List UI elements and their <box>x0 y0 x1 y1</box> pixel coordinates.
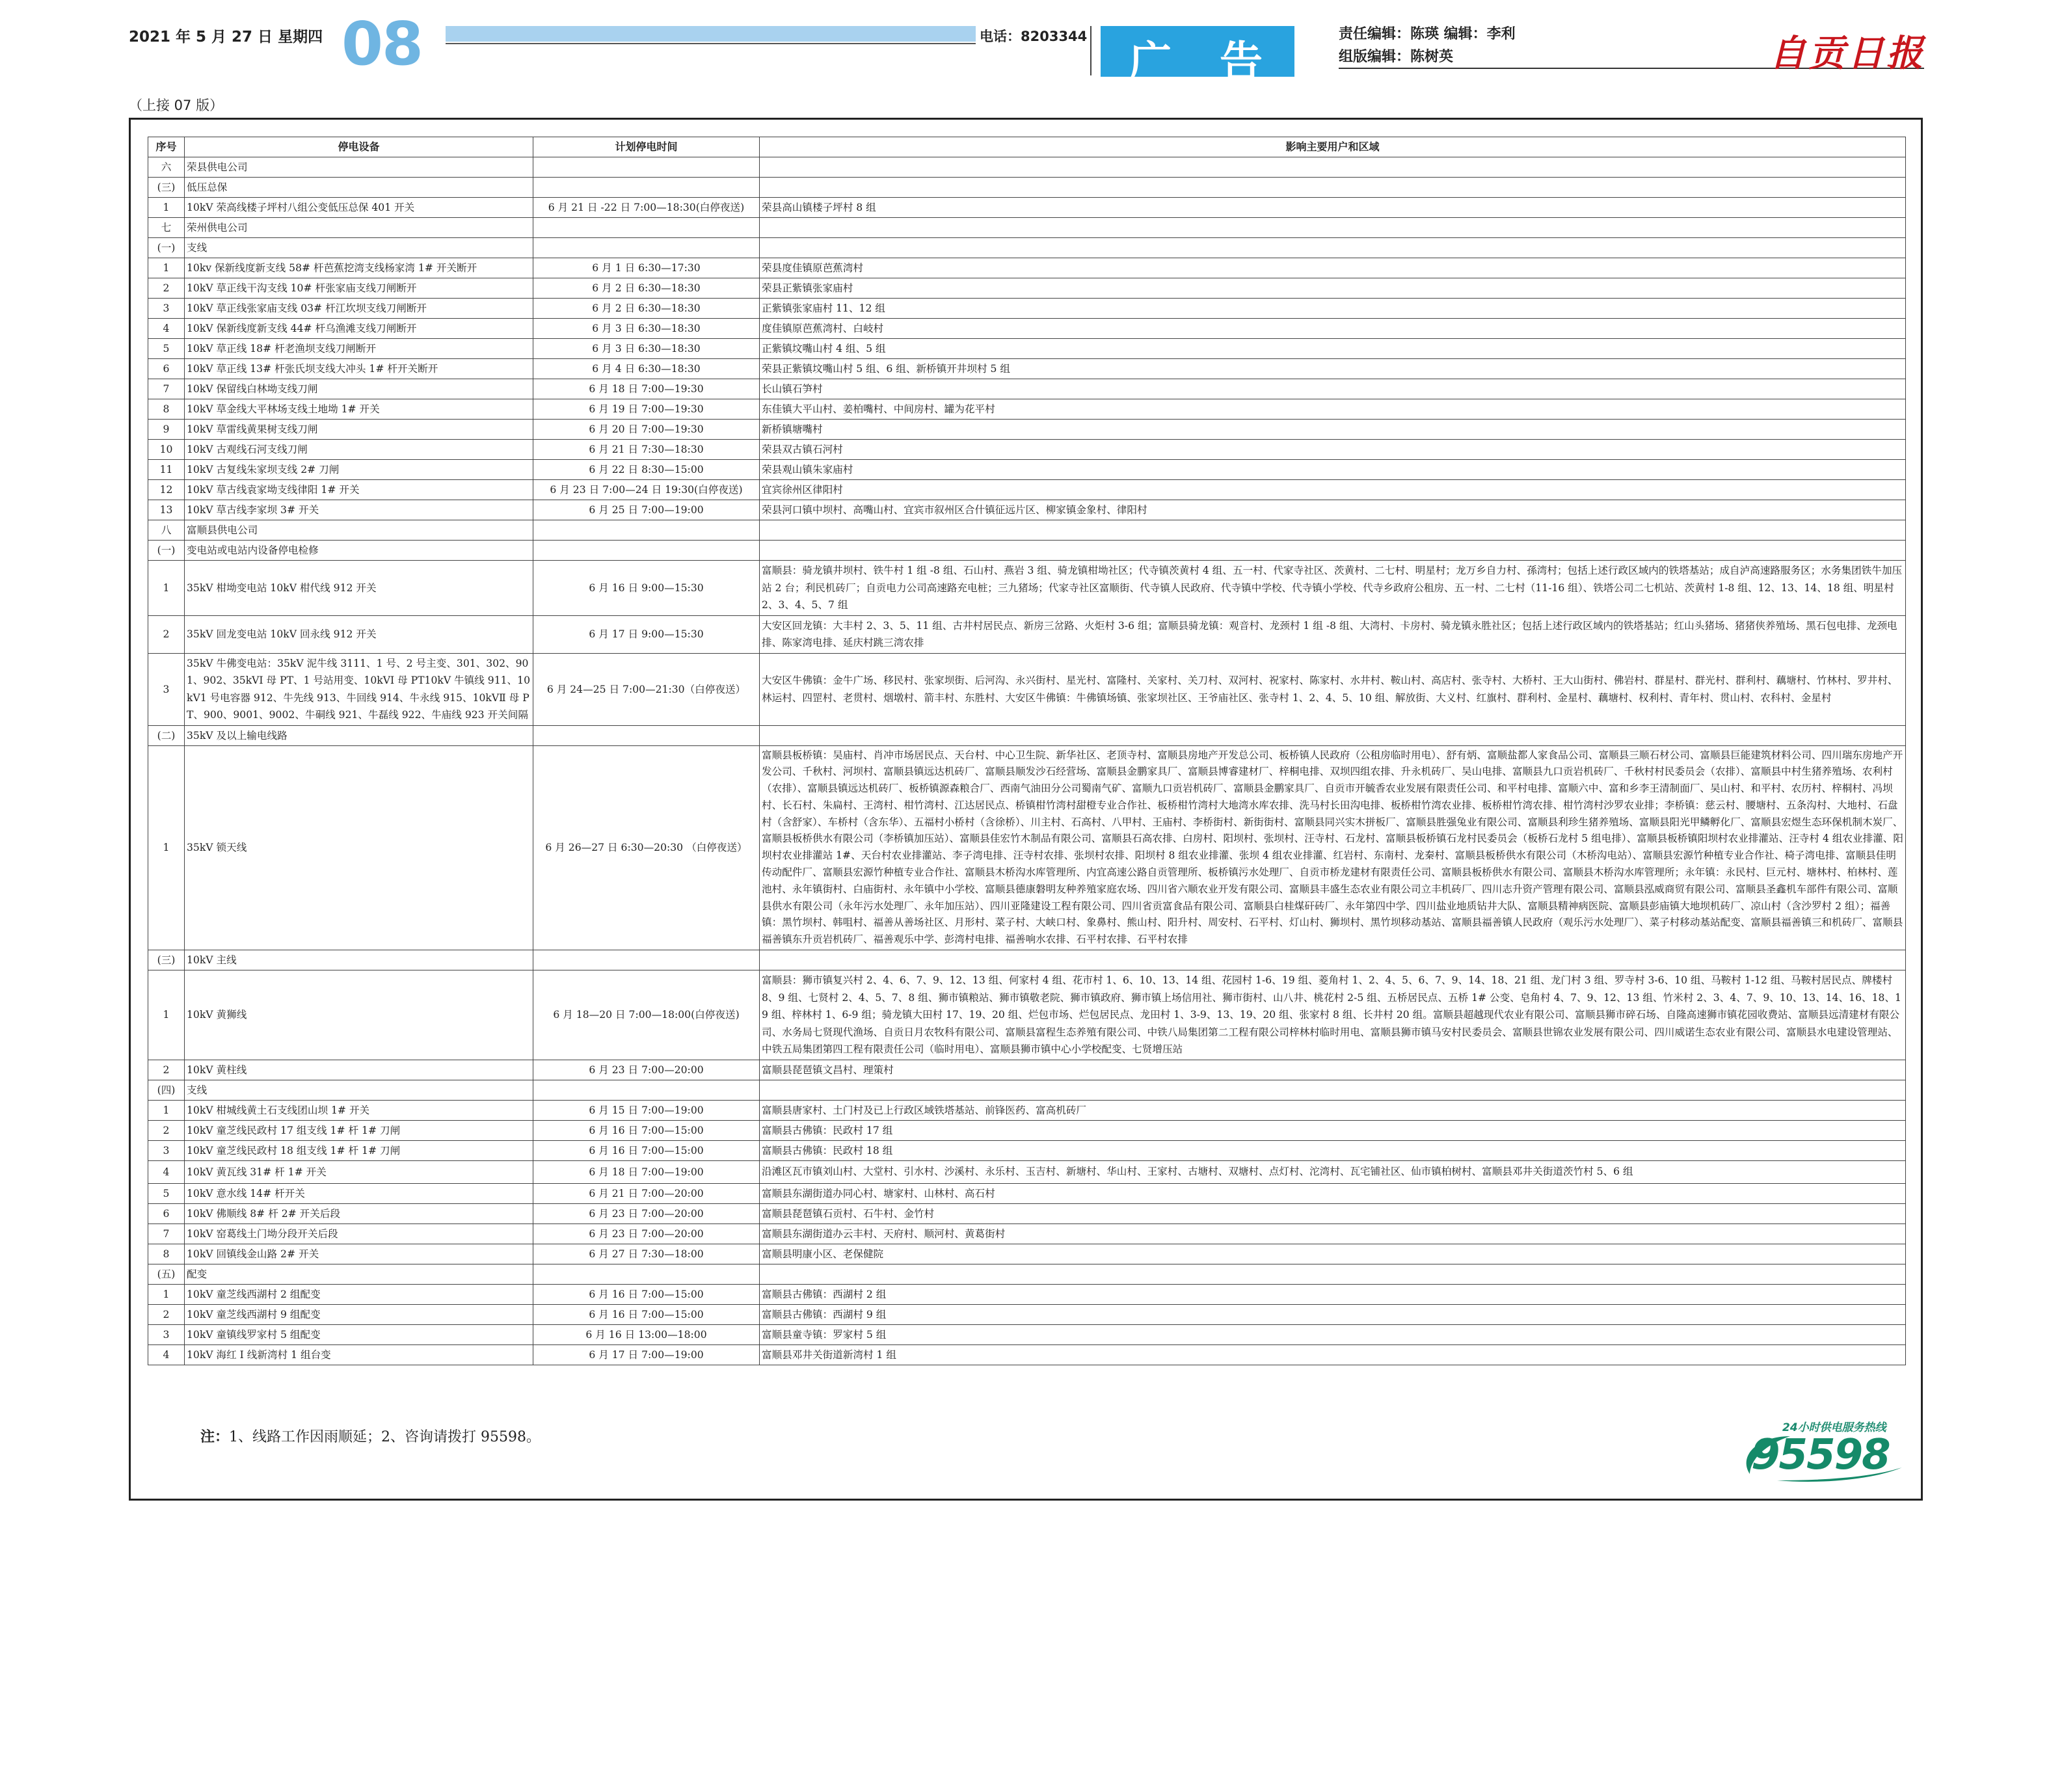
cell-time: 6 月 18—20 日 7:00—18:00(白停夜送) <box>533 970 760 1060</box>
cell-device: 10kV 草正线 18# 杆老渔坝支线刀闸断开 <box>185 339 533 359</box>
cell-time: 6 月 26—27 日 6:30—20:30 （白停夜送） <box>533 745 760 950</box>
phone-number: 电话：8203344 <box>976 26 1091 46</box>
table-row <box>148 520 1906 541</box>
cell-area: 荣县正紫镇坟嘴山村 5 组、6 组、新桥镇开井坝村 5 组 <box>760 359 1906 379</box>
cell-time: 6 月 21 日 -22 日 7:00—18:30(白停夜送) <box>533 198 760 218</box>
table-row <box>148 653 1906 725</box>
cell-time: 6 月 15 日 7:00—19:00 <box>533 1100 760 1120</box>
cell-time <box>533 725 760 745</box>
cell-device: 35kV 及以上输电线路 <box>185 725 533 745</box>
table-row <box>148 399 1906 420</box>
cell-no: 1 <box>148 198 185 218</box>
cell-no: 9 <box>148 420 185 440</box>
cell-time <box>533 1264 760 1284</box>
cell-time: 6 月 16 日 7:00—15:00 <box>533 1304 760 1324</box>
cell-no: 4 <box>148 1160 185 1183</box>
cell-no: 5 <box>148 1183 185 1203</box>
cell-area: 富顺县古佛镇：西湖村 2 组 <box>760 1284 1906 1304</box>
cell-time: 6 月 18 日 7:00—19:30 <box>533 379 760 399</box>
cell-device: 10kv 保新线度新支线 58# 杆芭蕉挖湾支线杨家湾 1# 开关断开 <box>185 258 533 278</box>
cell-area: 富顺县琵琶镇石贡村、石牛村、金竹村 <box>760 1203 1906 1224</box>
cell-no: 6 <box>148 1203 185 1224</box>
table-row <box>148 480 1906 500</box>
table-row <box>148 1264 1906 1284</box>
table-row <box>148 299 1906 319</box>
table-row <box>148 178 1906 198</box>
cell-no: 七 <box>148 218 185 238</box>
cell-time: 6 月 1 日 6:30—17:30 <box>533 258 760 278</box>
cell-no: 2 <box>148 615 185 653</box>
cell-time: 6 月 23 日 7:00—20:00 <box>533 1224 760 1244</box>
header-area: 影响主要用户和区域 <box>760 137 1906 157</box>
cell-time: 6 月 2 日 6:30—18:30 <box>533 299 760 319</box>
newspaper-logo: 自贡日报 <box>1769 32 1925 75</box>
cell-time <box>533 157 760 178</box>
table-row <box>148 278 1906 299</box>
cell-area: 东佳镇大平山村、姜柏嘴村、中间房村、罐为花平村 <box>760 399 1906 420</box>
header-time: 计划停电时间 <box>533 137 760 157</box>
cell-time <box>533 950 760 970</box>
cell-area: 富顺县：骑龙镇井坝村、铁牛村 1 组 -8 组、石山村、燕岩 3 组、骑龙镇柑坳社区；代寺镇茨黄村 4 组、五一村、代家寺社区、茨黄村、二七村、明星村；龙万乡自力村、孫湾村；包括上述行政区域内的铁塔基站；成自泸高速路服务区；水务集团铁牛加压站 2 台；利民机砖厂；自贡电力公司高速路充电桩；三九猪场；代家寺社区富顺街、代寺镇人民政府、代寺镇中学校、代寺镇小学校、代寺乡政府公租房、五一村、二七村（11-16 组）、铁塔公司二七机站、茨黄村 1-8 组、12、13、14、18 组、明星村 2、3、4、5、7 组 <box>760 561 1906 616</box>
cell-device: 10kV 黄狮线 <box>185 970 533 1060</box>
cell-area: 富顺县琵琶镇文昌村、理策村 <box>760 1060 1906 1080</box>
cell-device: 10kV 佛顺线 8# 杆 2# 开关后段 <box>185 1203 533 1224</box>
cell-no: 2 <box>148 1304 185 1324</box>
table-row <box>148 379 1906 399</box>
cell-device: 支线 <box>185 238 533 258</box>
cell-time: 6 月 3 日 6:30—18:30 <box>533 339 760 359</box>
cell-device: 35kV 回龙变电站 10kV 回永线 912 开关 <box>185 615 533 653</box>
table-row <box>148 1140 1906 1160</box>
cell-area: 荣县正紫镇张家庙村 <box>760 278 1906 299</box>
cell-device: 35kV 牛佛变电站：35kV 泥牛线 3111、1 号、2 号主变、301、302、901、902、35kVI 母 PT、1 号站用变、10kVI 母 PT10kV 牛镇线 911、10kV1 号电容器 912、牛先线 913、牛回线 914、牛永线 915、10kVⅡ 母 PT、900、9001、9002、牛硐线 921、牛磊线 922、牛庙线 923 开关间隔 <box>185 653 533 725</box>
cell-time: 6 月 16 日 7:00—15:00 <box>533 1120 760 1140</box>
cell-time: 6 月 19 日 7:00—19:30 <box>533 399 760 420</box>
cell-no: 7 <box>148 1224 185 1244</box>
table-row <box>148 1284 1906 1304</box>
cell-time: 6 月 23 日 7:00—24 日 19:30(白停夜送) <box>533 480 760 500</box>
cell-no: 10 <box>148 440 185 460</box>
table-row <box>148 1120 1906 1140</box>
cell-no: 6 <box>148 359 185 379</box>
cell-area: 长山镇石笋村 <box>760 379 1906 399</box>
cell-time <box>533 1080 760 1100</box>
cell-no: 1 <box>148 561 185 616</box>
cell-no: 六 <box>148 157 185 178</box>
cell-device: 10kV 草古线李家坝 3# 开关 <box>185 500 533 520</box>
cell-device: 荣州供电公司 <box>185 218 533 238</box>
cell-no: 1 <box>148 258 185 278</box>
cell-area <box>760 1264 1906 1284</box>
cell-no: 7 <box>148 379 185 399</box>
cell-no: 12 <box>148 480 185 500</box>
cell-time: 6 月 22 日 8:30—15:00 <box>533 460 760 480</box>
section-title-char-2: 告 <box>1220 37 1263 87</box>
cell-time: 6 月 23 日 7:00—20:00 <box>533 1060 760 1080</box>
table-row <box>148 725 1906 745</box>
cell-no: (四) <box>148 1080 185 1100</box>
cell-no: 1 <box>148 1100 185 1120</box>
table-row <box>148 1224 1906 1244</box>
table-row <box>148 745 1906 950</box>
cell-no: 4 <box>148 319 185 339</box>
cell-device: 10kV 荣高线楼子坪村八组公变低压总保 401 开关 <box>185 198 533 218</box>
table-row <box>148 1203 1906 1224</box>
table-row <box>148 218 1906 238</box>
table-row <box>148 950 1906 970</box>
cell-no: (三) <box>148 950 185 970</box>
footnote-text: 1、线路工作因雨顺延；2、咨询请拨打 95598。 <box>229 1429 541 1445</box>
cell-area: 荣县度佳镇原芭蕉湾村 <box>760 258 1906 278</box>
table-row <box>148 500 1906 520</box>
table-row <box>148 1183 1906 1203</box>
footnote-label: 注： <box>200 1428 230 1445</box>
cell-device: 10kV 草雷线黄果树支线刀闸 <box>185 420 533 440</box>
cell-time: 6 月 4 日 6:30—18:30 <box>533 359 760 379</box>
cell-device: 10kV 古复线朱家坝支线 2# 刀闸 <box>185 460 533 480</box>
cell-area: 荣县双古镇石河村 <box>760 440 1906 460</box>
cell-device: 10kV 保新线度新支线 44# 杆乌渔滩支线刀闸断开 <box>185 319 533 339</box>
cell-device: 10kV 童芝线西湖村 2 组配变 <box>185 1284 533 1304</box>
header-no: 序号 <box>148 137 185 157</box>
editors-line-1: 责任编辑：陈瑛 编辑：李利 <box>1339 26 1516 42</box>
cell-device: 10kV 主线 <box>185 950 533 970</box>
cell-device: 变电站或电站内设备停电检修 <box>185 541 533 561</box>
cell-device: 10kV 草正线 13# 杆张氏坝支线大冲头 1# 杆开关断开 <box>185 359 533 379</box>
footnote <box>200 1426 541 1446</box>
cell-no: 1 <box>148 1284 185 1304</box>
cell-no: (一) <box>148 541 185 561</box>
cell-time: 6 月 27 日 7:30—18:00 <box>533 1244 760 1264</box>
table-row <box>148 1304 1906 1324</box>
cell-no: 5 <box>148 339 185 359</box>
cell-area: 大安区牛佛镇：金牛广场、移民村、张家坝街、后河沟、永兴街村、星光村、富隆村、关家村、关刀村、双河村、祝家村、陈家村、水井村、鞍山村、高店村、张寺村、大桥村、王大山街村、佛岩村、群星村、群光村、群利村、藕塘村、竹林村、罗井村、林运村、四罡村、老贯村、烟墩村、箭丰村、东胜村、大安区牛佛镇：牛佛镇场镇、张家坝社区、王爷庙社区、张寺村 1、2、4、5、10 组、解放街、大义村、红旗村、群利村、金星村、藕塘村、权利村、青年村、贯山村、农科村、金星村 <box>760 653 1906 725</box>
cell-area <box>760 218 1906 238</box>
cell-time <box>533 520 760 541</box>
cell-no: 8 <box>148 399 185 420</box>
outage-table <box>148 137 1906 1365</box>
cell-time: 6 月 17 日 9:00—15:30 <box>533 615 760 653</box>
cell-no: 1 <box>148 745 185 950</box>
cell-no: 8 <box>148 1244 185 1264</box>
editors-line-2: 组版编辑：陈树英 <box>1339 49 1454 65</box>
cell-device: 10kV 黄柱线 <box>185 1060 533 1080</box>
cell-area <box>760 1080 1906 1100</box>
cell-no: 13 <box>148 500 185 520</box>
cell-time: 6 月 21 日 7:30—18:30 <box>533 440 760 460</box>
cell-area: 富顺县：狮市镇复兴村 2、4、6、7、9、12、13 组、何家村 4 组、花市村 1、6、10、13、14 组、花园村 1-6、19 组、菱角村 1、2、4、5、6、7、9、14、18、21 组、龙门村 3 组、罗寺村 3-6、10 组、马鞍村 1-12 组、马鞍村居民点、牌楼村 8、9 组、七贤村 2、4、5、7、8 组、狮市镇粮站、狮市镇敬老院、狮市镇政府、狮市镇上场信用社、狮市街村、山八井、桃花村 2-5 组、五桥居民点、五桥 1# 公变、皂角村 4、7、9、12、13 组、竹米村 2、3、4、7、9、10、13、14、16、18、19 组、梓林村 1、6-9 组；骑龙镇大田村 17、19、20 组、烂包市场、烂包居民点、龙田村 1、3-9、13、19、20 组、张家村 8 组、长井村 20 组。富顺县超越现代农业有限公司、富顺县狮市碎石场、自隆高速狮市镇花园收费站、富顺县远清建材有限公司、水务局七贤现代渔场、自贡日月农牧科有限公司、富顺县富程生态养殖有限公司、中铁八局集团第二工程有限公司梓林村临时用电、富顺县狮市镇马安村民委员会、富顺县世锦农业发展有限公司、四川威诺生态农业有限公司、富顺县水电建设管理站、中铁五局集团第四工程有限责任公司（临时用电）、富顺县狮市镇中心小学校配变、七贤增压站 <box>760 970 1906 1060</box>
table-row <box>148 970 1906 1060</box>
cell-device: 10kV 草正线张家庙支线 03# 杆江坎坝支线刀闸断开 <box>185 299 533 319</box>
cell-device: 10kV 童芝线民政村 17 组支线 1# 杆 1# 刀闸 <box>185 1120 533 1140</box>
cell-time: 6 月 16 日 7:00—15:00 <box>533 1140 760 1160</box>
table-row <box>148 258 1906 278</box>
cell-time: 6 月 16 日 9:00—15:30 <box>533 561 760 616</box>
page-number: 08 <box>342 9 423 79</box>
service-tagline: 24小时供电服务热线 <box>1782 1421 1886 1434</box>
table-row <box>148 1100 1906 1120</box>
cell-device: 10kV 草正线干沟支线 10# 杆张家庙支线刀闸断开 <box>185 278 533 299</box>
cell-device: 配变 <box>185 1264 533 1284</box>
table-row <box>148 615 1906 653</box>
cell-time: 6 月 24—25 日 7:00—21:30（白停夜送） <box>533 653 760 725</box>
cell-device: 10kV 童芝线民政村 18 组支线 1# 杆 1# 刀闸 <box>185 1140 533 1160</box>
cell-device: 低压总保 <box>185 178 533 198</box>
table-row <box>148 1324 1906 1344</box>
cell-area: 正紫镇坟嘴山村 4 组、5 组 <box>760 339 1906 359</box>
cell-time: 6 月 3 日 6:30—18:30 <box>533 319 760 339</box>
cell-device: 支线 <box>185 1080 533 1100</box>
cell-area: 荣县河口镇中坝村、高嘴山村、宜宾市叙州区合什镇征远片区、柳家镇金象村、律阳村 <box>760 500 1906 520</box>
section-title-char-1: 广 <box>1129 37 1172 87</box>
cell-no: 4 <box>148 1344 185 1365</box>
table-row <box>148 238 1906 258</box>
cell-area: 富顺县童寺镇：罗家村 5 组 <box>760 1324 1906 1344</box>
cell-no: 2 <box>148 1060 185 1080</box>
cell-area: 大安区回龙镇：大丰村 2、3、5、11 组、古井村居民点、新房三岔路、火炬村 3-6 组；富顺县骑龙镇：观音村、龙颈村 1 组 -8 组、大湾村、卡房村、骑龙镇永胜社区；包括上述行政区域内的铁塔基站；红山头猪场、猪猪侠养殖场、黑石包电排、龙颈电排、陈家湾电排、延庆村跳三湾农排 <box>760 615 1906 653</box>
cell-area: 富顺县唐家村、土门村及已上行政区域铁塔基站、前锋医药、富高机砖厂 <box>760 1100 1906 1120</box>
cell-time <box>533 541 760 561</box>
cell-no: (五) <box>148 1264 185 1284</box>
table-row <box>148 420 1906 440</box>
cell-no: (二) <box>148 725 185 745</box>
cell-no: 3 <box>148 1140 185 1160</box>
table-row <box>148 440 1906 460</box>
table-row <box>148 460 1906 480</box>
cell-device: 35kV 锁天线 <box>185 745 533 950</box>
table-row <box>148 198 1906 218</box>
cell-area <box>760 238 1906 258</box>
cell-time: 6 月 18 日 7:00—19:00 <box>533 1160 760 1183</box>
cell-area: 富顺县明康小区、老保健院 <box>760 1244 1906 1264</box>
issue-date: 2021 年 5 月 27 日 星期四 <box>129 29 323 46</box>
cell-area: 荣县观山镇朱家庙村 <box>760 460 1906 480</box>
cell-device: 10kV 柑城线黄土石支线团山坝 1# 开关 <box>185 1100 533 1120</box>
continued-note: （上接 07 版） <box>129 98 224 113</box>
cell-area <box>760 157 1906 178</box>
cell-time: 6 月 16 日 7:00—15:00 <box>533 1284 760 1304</box>
cell-area: 富顺县板桥镇：吴庙村、肖冲市场居民点、天台村、中心卫生院、新华社区、老顶寺村、富顺县房地产开发总公司、板桥镇人民政府（公租房临时用电）、舒有炳、富顺盐都人家食品公司、富顺县三顺石材公司、富顺县巨能建筑材料公司、四川瑞东房地产开发公司、千秋村、河坝村、富顺县镇远达机砖厂、富顺县顺发沙石经营场、富顺县金鹏家具厂、富顺县博睿建材厂、梓桐电排、双坝四组农排、升永机砖厂、吴山电排、富顺县九口贡岩机砖厂、千秋村村民委员会（农排）、富顺县中村生猪养殖场、农利村（农排）、富顺县镇远达机砖厂、板桥镇源森粮合厂、西南气油田分公司蜀南气矿、富顺九口贡岩机砖厂、富顺县金鹏家具厂、自贡市开毓香农业发展有限责任公司、和平村电排、富顺六中、富和乡李王清制面厂、吴山村、和平村、农历村、梓桐村、冯坝村、长石村、朱扁村、王湾村、柑竹湾村、江达居民点、桥镇柑竹湾村甜橙专业合作社、板桥柑竹湾村大地湾水库农排、洗马村长田沟电排、板桥柑竹湾农业排、板桥柑竹湾农排、柑竹湾村沙罗农业排；李桥镇：慈云村、腰塘村、五条沟村、大地村、石盘村（含舒家）、车桥村（含东华）、五福村小桥村（含徐桥）、川主村、石高村、八甲村、王庙村、李桥街村、新街街村、富顺县同兴实木拼板厂、富顺县胜强兔业有限公司、富顺县利珍生猪养殖场、富顺县阳光甲鳞孵化厂、富顺县宏煜生态环保机制木炭厂、富顺县板桥供水有限公司（李桥镇加压站）、富顺县佳宏竹木制品有限公司、富顺县石高农排、白房村、阳坝村、张坝村、汪寺村、石龙村、富顺县板桥镇石龙村民委员会（板桥石龙村 5 组电排）、富顺县板桥镇阳坝村农业排灌站、汪寺村 4 组农业排灌、阳坝村农业排灌站 1#、天台村农业排灌站、李子湾电排、汪寺村农排、张坝村农排、阳坝村 8 组农业排灌、张坝 4 组农业排灌、红岩村、东南村、龙秦村、富顺县板桥供水有限公司（木桥沟电站）、富顺县宏源竹种植专业合作社、椅子湾电排、富顺县佳明传动配件厂、富顺县宏源竹种植专业合作社、富顺县木桥沟水库管理所、内宜高速公路自贡管理所、板桥镇污水处理厂、自贡市桥龙建材有限责任公司、富顺县板桥供水有限公司、富顺县木桥沟水库管理所；永年镇：永民村、巨元村、塘林村、柏林村、莲池村、永年镇街村、白庙街村、永年镇中小学校、富顺县德康磐明友种养殖家庭农场、四川省六顺农业开发有限公司、富顺县丰盛生态农业有限公司立丰机砖厂、四川志升资产管理有限公司、富顺县泓威商贸有限公司、富顺县圣鑫机车部件有限公司、富顺县供水有限公司（永年污水处理厂、永年加压站）、四川亚隆建设工程有限公司、四川省贡富食品有限公司、富顺县白桂煤矸砖厂、永年第四中学、四川盐业地质钻井大队、富顺县精神病医院、富顺县彭庙镇大地坝机砖厂、凉山村（含沙罗村 2 组）；福善镇：黑竹坝村、韩咀村、福善从善场社区、月形村、菜子村、大峡口村、象鼻村、熊山村、阳升村、周安村、石平村、灯山村、狮坝村、黑竹坝移动基站、富顺县福善镇人民政府（观乐污水处理厂）、菜子村移动基站配变、富顺县福善镇三和机砖厂、富顺县福善镇东升贡岩机砖厂、福善观乐中学、彭湾村电排、福善响水农排、石平村农排、石平村农排 <box>760 745 1906 950</box>
table-row <box>148 359 1906 379</box>
cell-device: 富顺县供电公司 <box>185 520 533 541</box>
cell-area: 正紫镇张家庙村 11、12 组 <box>760 299 1906 319</box>
header-device: 停电设备 <box>185 137 533 157</box>
cell-time: 6 月 21 日 7:00—20:00 <box>533 1183 760 1203</box>
cell-area <box>760 950 1906 970</box>
cell-time: 6 月 20 日 7:00—19:30 <box>533 420 760 440</box>
cell-no: 2 <box>148 278 185 299</box>
page-header <box>0 0 2049 91</box>
cell-device: 10kV 意水线 14# 杆开关 <box>185 1183 533 1203</box>
table-row <box>148 1080 1906 1100</box>
table-row <box>148 319 1906 339</box>
cell-area <box>760 178 1906 198</box>
table-header-row <box>148 137 1906 157</box>
cell-device: 荣县供电公司 <box>185 157 533 178</box>
cell-area: 沿滩区瓦市镇刘山村、大堂村、引水村、沙溪村、永乐村、玉吉村、新塘村、华山村、王家村、古塘村、双塘村、点灯村、沱湾村、瓦宅铺社区、仙市镇柏树村、富顺县邓井关街道茨竹村 5、6 组 <box>760 1160 1906 1183</box>
cell-area: 富顺县古佛镇：民政村 17 组 <box>760 1120 1906 1140</box>
cell-no: 3 <box>148 653 185 725</box>
cell-device: 10kV 窑葛线土门坳分段开关后段 <box>185 1224 533 1244</box>
cell-time: 6 月 2 日 6:30—18:30 <box>533 278 760 299</box>
cell-area: 富顺县邓井关街道新湾村 1 组 <box>760 1344 1906 1365</box>
cell-no: 2 <box>148 1120 185 1140</box>
cell-device: 10kV 海红 I 线新湾村 1 组台变 <box>185 1344 533 1365</box>
cell-no: 1 <box>148 970 185 1060</box>
cell-device: 10kV 古观线石河支线刀闸 <box>185 440 533 460</box>
table-row <box>148 339 1906 359</box>
cell-device: 35kV 柑坳变电站 10kV 柑代线 912 开关 <box>185 561 533 616</box>
cell-time <box>533 218 760 238</box>
table-row <box>148 157 1906 178</box>
cell-area: 富顺县古佛镇：民政村 18 组 <box>760 1140 1906 1160</box>
cell-time: 6 月 25 日 7:00—19:00 <box>533 500 760 520</box>
cell-area: 宜宾徐州区律阳村 <box>760 480 1906 500</box>
cell-no: (三) <box>148 178 185 198</box>
table-row <box>148 1244 1906 1264</box>
cell-time: 6 月 17 日 7:00—19:00 <box>533 1344 760 1365</box>
cell-area: 新桥镇塘嘴村 <box>760 420 1906 440</box>
cell-device: 10kV 草古线袁家坳支线律阳 1# 开关 <box>185 480 533 500</box>
cell-area: 富顺县东湖街道办同心村、塘家村、山林村、高石村 <box>760 1183 1906 1203</box>
cell-device: 10kV 草金线大平林场支线土地坳 1# 开关 <box>185 399 533 420</box>
header-divider <box>1090 26 1091 75</box>
cell-no: 11 <box>148 460 185 480</box>
cell-device: 10kV 童芝线西湖村 9 组配变 <box>185 1304 533 1324</box>
cell-area: 富顺县东湖街道办云丰村、天府村、顺河村、黄葛街村 <box>760 1224 1906 1244</box>
table-row <box>148 1344 1906 1365</box>
cell-time <box>533 238 760 258</box>
table-row <box>148 1160 1906 1183</box>
cell-area: 富顺县古佛镇：西湖村 9 组 <box>760 1304 1906 1324</box>
cell-no: 3 <box>148 299 185 319</box>
table-row <box>148 561 1906 616</box>
cell-area: 荣县高山镇楼子坪村 8 组 <box>760 198 1906 218</box>
cell-device: 10kV 回镇线金山路 2# 开关 <box>185 1244 533 1264</box>
cell-area <box>760 725 1906 745</box>
cell-no: 3 <box>148 1324 185 1344</box>
cell-device: 10kV 保留线白林坳支线刀闸 <box>185 379 533 399</box>
cell-no: 八 <box>148 520 185 541</box>
table-row <box>148 1060 1906 1080</box>
cell-area <box>760 520 1906 541</box>
cell-time <box>533 178 760 198</box>
cell-area: 度佳镇原芭蕉湾村、白岐村 <box>760 319 1906 339</box>
cell-device: 10kV 童镇线罗家村 5 组配变 <box>185 1324 533 1344</box>
cell-time: 6 月 16 日 13:00—18:00 <box>533 1324 760 1344</box>
service-number: 95598 <box>1751 1431 1890 1479</box>
table-body <box>148 157 1906 1365</box>
cell-time: 6 月 23 日 7:00—20:00 <box>533 1203 760 1224</box>
table-row <box>148 541 1906 561</box>
cell-area <box>760 541 1906 561</box>
cell-no: (一) <box>148 238 185 258</box>
cell-device: 10kV 黄瓦线 31# 杆 1# 开关 <box>185 1160 533 1183</box>
